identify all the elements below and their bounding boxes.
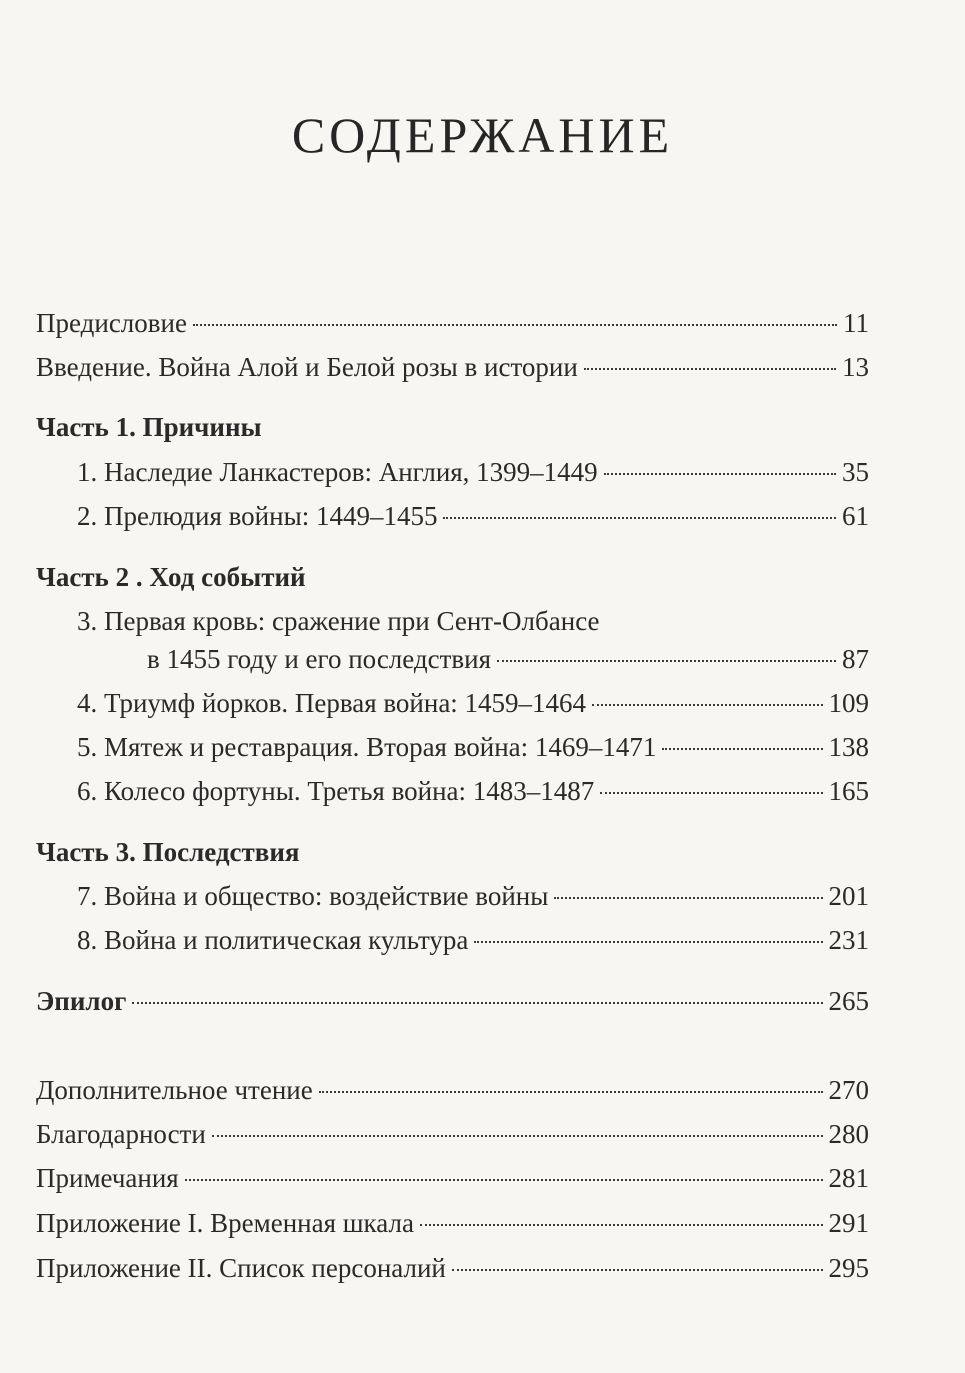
entry-page: 13 (842, 352, 869, 382)
toc-entry-appendix-2[interactable] (36, 1251, 869, 1285)
entry-label: 6. Колесо фортуны. Третья война: 1483–1487 (77, 776, 595, 806)
dot-leader (554, 897, 822, 899)
entry-label: Приложение I. Временная шкала (36, 1208, 414, 1238)
entry-label: Введение. Война Алой и Белой розы в истории (36, 352, 578, 382)
toc-entry-chapter-3[interactable] (147, 642, 869, 676)
entry-page: 231 (828, 925, 869, 955)
dot-leader (600, 792, 822, 794)
dot-leader (604, 473, 836, 475)
dot-leader (443, 517, 836, 519)
toc-entry-further-reading[interactable] (36, 1073, 869, 1107)
entry-page: 280 (828, 1119, 869, 1149)
entry-label: Эпилог (36, 986, 127, 1016)
dot-leader (212, 1135, 823, 1137)
dot-leader (185, 1179, 823, 1181)
entry-label: Предисловие (36, 308, 187, 338)
toc-entry-chapter-1[interactable] (77, 455, 869, 489)
toc-entry-chapter-8[interactable] (77, 923, 869, 957)
entry-label: 4. Триумф йорков. Первая война: 1459–1464 (77, 688, 587, 718)
entry-page: 138 (828, 732, 869, 762)
dot-leader (193, 324, 837, 326)
toc-entry-introduction[interactable] (36, 350, 869, 384)
entry-page: 11 (843, 308, 869, 338)
entry-label: 8. Война и политическая культура (77, 925, 469, 955)
dot-leader (319, 1091, 823, 1093)
dot-leader (584, 368, 836, 370)
entry-label: Приложение II. Список персоналий (36, 1253, 446, 1283)
part-3-heading: Часть 3. Последствия (36, 837, 300, 867)
entry-page: 270 (828, 1075, 869, 1105)
entry-page: 109 (828, 688, 869, 718)
toc-entry-preface[interactable] (36, 306, 869, 340)
dot-leader (452, 1269, 823, 1271)
dot-leader (132, 1002, 822, 1004)
toc-entry-chapter-5[interactable] (77, 730, 869, 764)
entry-label: Благодарности (36, 1119, 206, 1149)
entry-label: 5. Мятеж и реставрация. Вторая война: 1469–1471 (77, 732, 657, 762)
toc-entry-chapter-6[interactable] (77, 774, 869, 808)
toc-entry-appendix-1[interactable] (36, 1206, 869, 1240)
dot-leader (662, 748, 822, 750)
toc-entry-epilogue[interactable] (36, 984, 869, 1018)
entry-page: 61 (842, 501, 869, 531)
part-1-heading: Часть 1. Причины (36, 412, 262, 442)
entry-label: 7. Война и общество: воздействие войны (77, 881, 549, 911)
entry-page: 87 (842, 644, 869, 674)
entry-label: в 1455 году и его последствия (147, 644, 492, 674)
entry-label: Дополнительное чтение (36, 1075, 313, 1105)
entry-page: 291 (828, 1208, 869, 1238)
entry-page: 201 (828, 881, 869, 911)
entry-page: 295 (828, 1253, 869, 1283)
dot-leader (592, 704, 822, 706)
dot-leader (420, 1224, 823, 1226)
entry-label: Примечания (36, 1163, 179, 1193)
chapter-3-title-line-1[interactable]: 3. Первая кровь: сражение при Сент-Олбансе (77, 606, 600, 636)
entry-label: 2. Прелюдия войны: 1449–1455 (77, 501, 438, 531)
toc-entry-chapter-2[interactable] (77, 499, 869, 533)
entry-page: 165 (828, 776, 869, 806)
dot-leader (474, 941, 822, 943)
toc-entry-chapter-4[interactable] (77, 686, 869, 720)
entry-page: 35 (842, 457, 869, 487)
toc-entry-notes[interactable] (36, 1161, 869, 1195)
toc-entry-acknowledgements[interactable] (36, 1117, 869, 1151)
entry-page: 281 (828, 1163, 869, 1193)
part-2-heading: Часть 2 . Ход событий (36, 562, 306, 592)
dot-leader (497, 660, 836, 662)
page-title: СОДЕРЖАНИЕ (291, 107, 674, 163)
entry-label: 1. Наследие Ланкастеров: Англия, 1399–1449 (77, 457, 598, 487)
toc-entry-chapter-7[interactable] (77, 879, 869, 913)
entry-page: 265 (828, 986, 869, 1016)
